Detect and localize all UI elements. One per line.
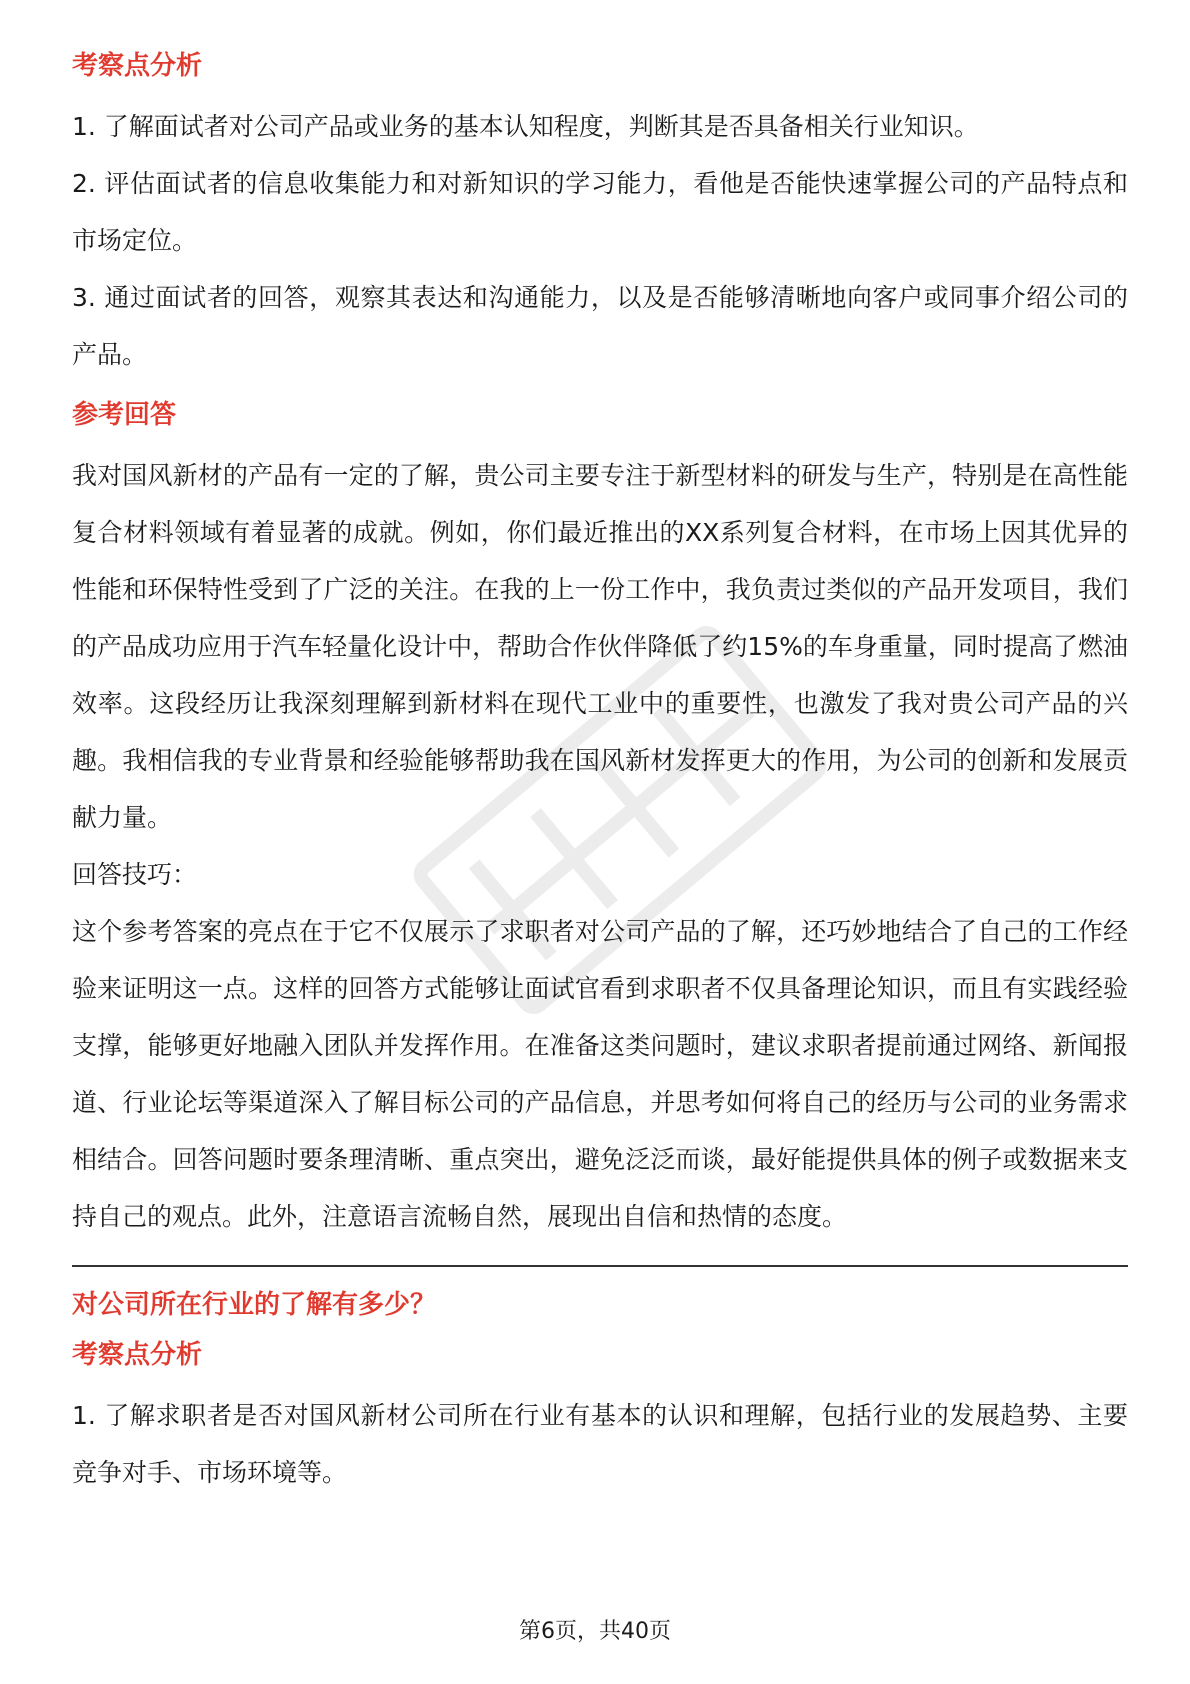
analysis-item-1: 1. 了解面试者对公司产品或业务的基本认知程度，判断其是否具备相关行业知识。 [72, 112, 979, 141]
answer-tips-text: 这个参考答案的亮点在于它不仅展示了求职者对公司产品的了解，还巧妙地结合了自己的工作经验来证明这一点。这样的回答方式能够让面试官看到求职者不仅具备理论知识，而且有实践经验支撑，能够更好地融入团队并发挥作用。在准备这类问题时，建议求职者提前通过网络、新闻报道、行业论坛等渠道深入了解目标公司的产品信息，并思考如何将自己的经历与公司的业务需求相结合。回答问题时要条理清晰、重点突出，避免泛泛而谈，最好能提供具体的例子或数据来支持自己的观点。此外，注意语言流畅自然，展现出自信和热情的态度。 [72, 917, 1128, 1231]
analysis-item-2-1: 1. 了解求职者是否对国风新材公司所在行业有基本的认识和理解，包括行业的发展趋势、主要竞争对手、市场环境等。 [72, 1401, 1128, 1487]
analysis-item-3: 3. 通过面试者的回答，观察其表达和沟通能力，以及是否能够清晰地向客户或同事介绍公司的产品。 [72, 283, 1128, 369]
analysis-item-2: 2. 评估面试者的信息收集能力和对新知识的学习能力，看他是否能快速掌握公司的产品特点和市场定位。 [72, 169, 1128, 255]
document-page [72, 46, 1128, 1501]
page-number: 第6页，共40页 [519, 1619, 671, 1644]
section-heading-reference-answer: 参考回答 [72, 400, 177, 430]
question-title: 对公司所在行业的了解有多少？ [72, 1290, 437, 1320]
section-divider [72, 1265, 1128, 1267]
reference-answer-text: 我对国风新材的产品有一定的了解，贵公司主要专注于新型材料的研发与生产，特别是在高性能复合材料领域有着显著的成就。例如，你们最近推出的XX系列复合材料，在市场上因其优异的性能和环保特性受到了广泛的关注。在我的上一份工作中，我负责过类似的产品开发项目，我们的产品成功应用于汽车轻量化设计中，帮助合作伙伴降低了约15%的车身重量，同时提高了燃油效率。这段经历让我深刻理解到新材料在现代工业中的重要性，也激发了我对贵公司产品的兴趣。我相信我的专业背景和经验能够帮助我在国风新材发挥更大的作用，为公司的创新和发展贡献力量。 [72, 461, 1128, 832]
section-heading-analysis-2: 考察点分析 [72, 1340, 203, 1370]
section-heading-analysis: 考察点分析 [72, 51, 203, 81]
answer-tips-label: 回答技巧： [72, 860, 198, 889]
